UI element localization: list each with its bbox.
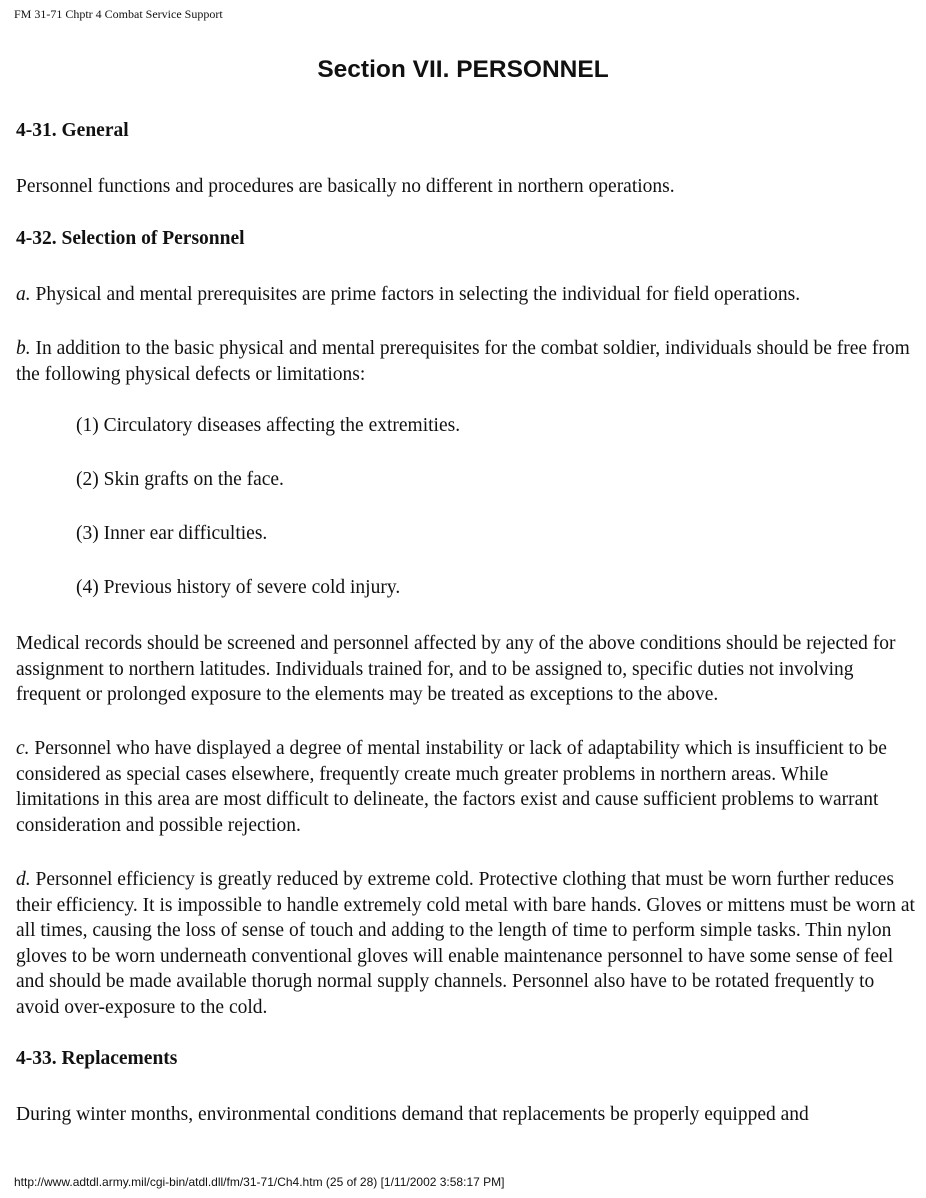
paragraph-medical-records: Medical records should be screened and personnel affected by any of the above conditions should be rejected for assignment to northern latitudes. Individuals trained for, and to be assigned to, specific duties not involving frequent or prolonged exposure to the elements may be treated as exceptions to the above.	[16, 633, 896, 705]
list-item: (1) Circulatory diseases affecting the extremities.	[76, 415, 461, 436]
page-footer-url: http://www.adtdl.army.mil/cgi-bin/atdl.dll/fm/31-71/Ch4.htm (25 of 28) [1/11/2002 3:58:17 PM]	[14, 1175, 505, 1189]
running-header: FM 31-71 Chptr 4 Combat Service Support	[14, 7, 223, 21]
paragraph-b-lead: b.	[16, 338, 31, 359]
paragraph-d-lead: d.	[16, 869, 31, 890]
section-title: Section VII. PERSONNEL	[317, 56, 609, 83]
paragraph-a	[16, 282, 916, 308]
paragraph-c-text: Personnel who have displayed a degree of mental instability or lack of adaptability which is insufficient to be considered as special cases elsewhere, frequently create much greater problems in northern areas. While limitations in this area are most difficult to delineate, the factors exist and cause sufficient problems to warrant consideration and possible rejection.	[16, 738, 887, 836]
paragraph-b	[16, 336, 916, 387]
paragraph-d	[16, 867, 916, 1020]
paragraph-d-text: Personnel efficiency is greatly reduced by extreme cold. Protective clothing that must be worn further reduces their efficiency. It is impossible to handle extremely cold metal with bare hands. Gloves or mittens must be worn at all times, causing the loss of sense of touch and adding to the length of time to perform simple tasks. Thin nylon gloves to be worn underneath conventional gloves will enable maintenance personnel to have some sense of feel and should be made available thorugh normal supply channels. Personnel also have to be rotated frequently to avoid over-exposure to the cold.	[16, 869, 915, 1018]
paragraph-replacements: During winter months, environmental conditions demand that replacements be properly equipped and	[16, 1104, 809, 1125]
heading-4-33: 4-33. Replacements	[16, 1048, 178, 1069]
list-item: (4) Previous history of severe cold injury.	[76, 577, 401, 598]
list-item: (3) Inner ear difficulties.	[76, 523, 268, 544]
paragraph-a-text: Physical and mental prerequisites are prime factors in selecting the individual for field operations.	[30, 284, 801, 305]
list-item: (2) Skin grafts on the face.	[76, 469, 284, 490]
paragraph-a-lead: a.	[16, 284, 31, 305]
heading-4-32: 4-32. Selection of Personnel	[16, 228, 245, 249]
heading-4-31: 4-31. General	[16, 120, 129, 141]
paragraph-c-lead: c.	[16, 738, 30, 759]
paragraph-c	[16, 736, 916, 838]
paragraph-general: Personnel functions and procedures are basically no different in northern operations.	[16, 176, 675, 197]
paragraph-b-text: In addition to the basic physical and mental prerequisites for the combat soldier, individuals should be free from the following physical defects or limitations:	[16, 338, 910, 385]
